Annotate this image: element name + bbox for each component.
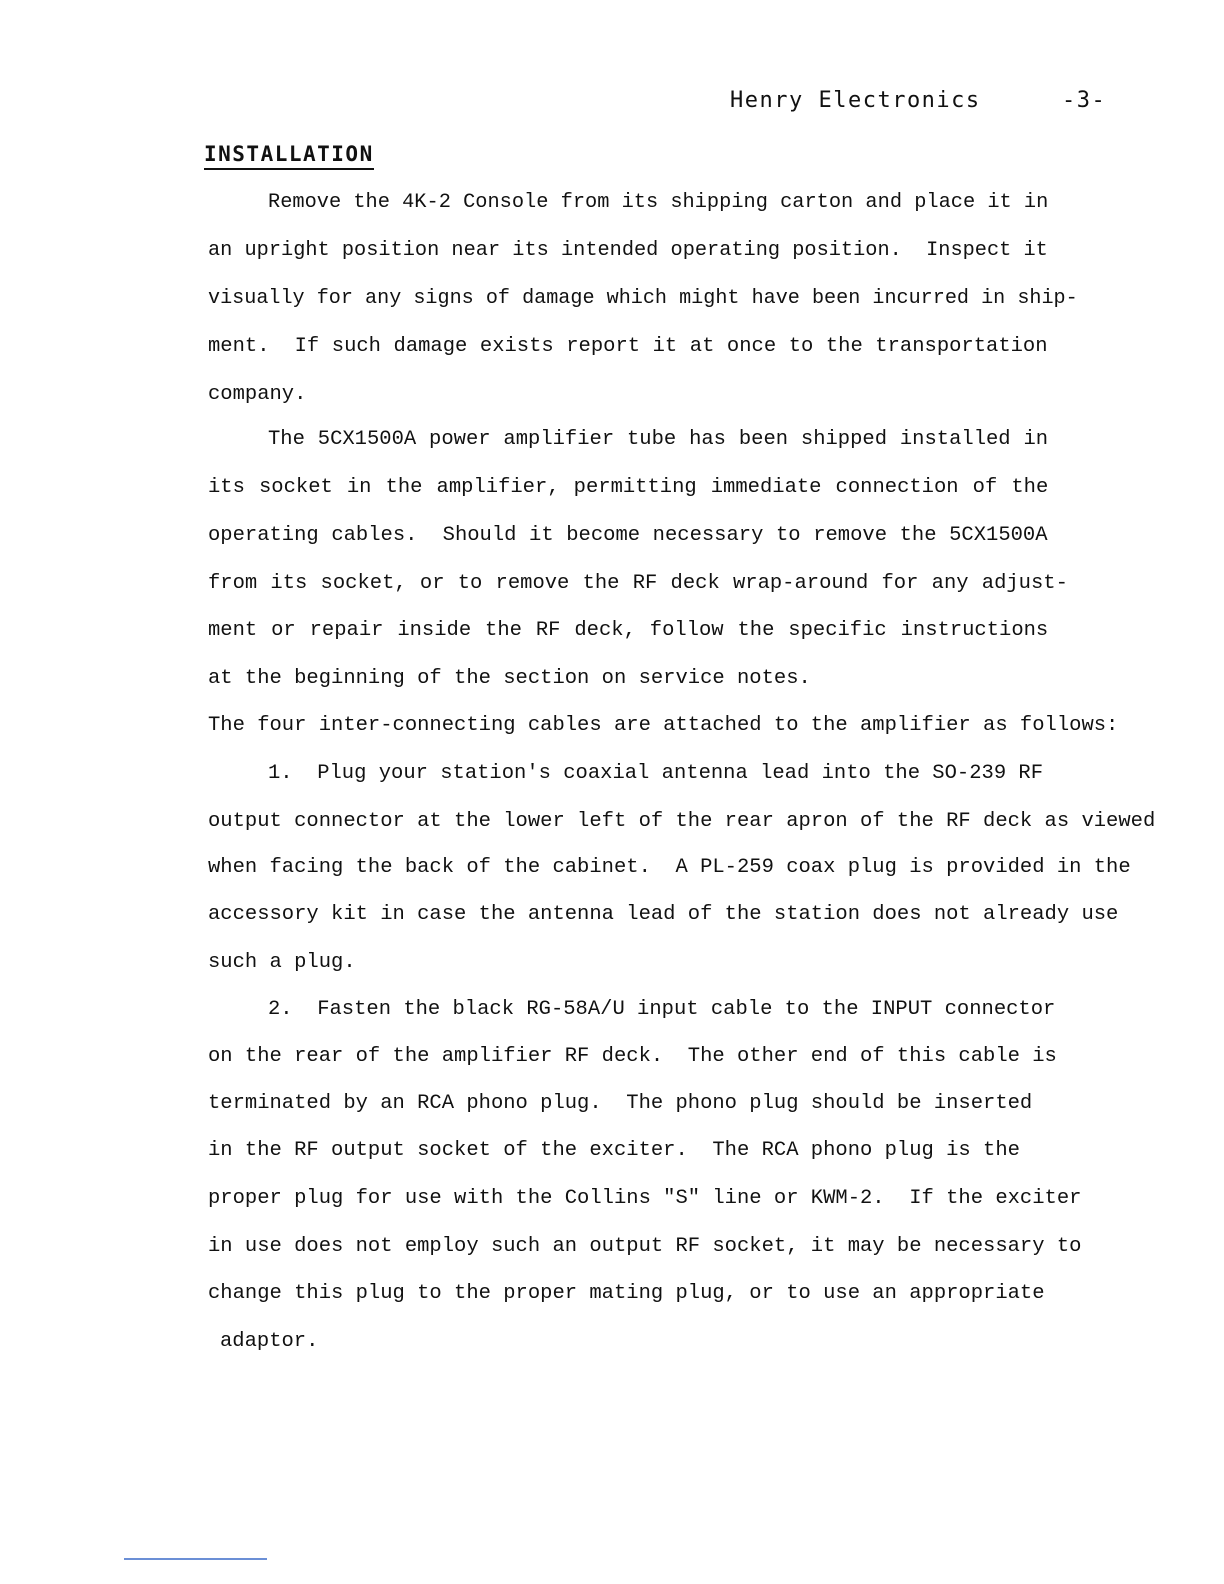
text-line: in use does not employ such an output RF socket, it may be necessary to [208, 1235, 1082, 1258]
section-title: INSTALLATION [204, 142, 374, 170]
text-line: at the beginning of the section on service notes. [208, 667, 811, 690]
text-line: 2. Fasten the black RG-58A/U input cable to the INPUT connector [268, 998, 1056, 1021]
text-line: The 5CX1500A power amplifier tube has been shipped installed in [268, 428, 1049, 451]
text-line: operating cables. Should it become necessary to remove the 5CX1500A [208, 524, 1048, 547]
text-line: adaptor. [220, 1330, 319, 1353]
text-line: in the RF output socket of the exciter. The RCA phono plug is the [208, 1139, 1020, 1162]
text-line: from its socket, or to remove the RF deck wrap-around for any adjust- [208, 572, 1068, 595]
text-line: terminated by an RCA phono plug. The phono plug should be inserted [208, 1092, 1033, 1115]
text-line: Remove the 4K-2 Console from its shipping carton and place it in [268, 191, 1049, 214]
text-line: The four inter-connecting cables are attached to the amplifier as follows: [208, 714, 1119, 737]
text-line: company. [208, 383, 307, 406]
text-line: output connector at the lower left of the rear apron of the RF deck as viewed [208, 810, 1156, 833]
text-line: ment or repair inside the RF deck, follow the specific instructions [208, 619, 1049, 642]
text-line: 1. Plug your station's coaxial antenna lead into the SO-239 RF [268, 762, 1044, 785]
text-line: on the rear of the amplifier RF deck. The other end of this cable is [208, 1045, 1057, 1068]
text-line: when facing the back of the cabinet. A PL-259 coax plug is provided in the [208, 856, 1131, 879]
header-page-number: -3- [1062, 88, 1107, 113]
page-header [730, 88, 1110, 188]
text-line: change this plug to the proper mating plug, or to use an appropriate [208, 1282, 1045, 1305]
text-line: its socket in the amplifier, permitting immediate connection of the [208, 476, 1049, 499]
text-line: ment. If such damage exists report it at once to the transportation [208, 335, 1048, 358]
header-company: Henry Electronics [730, 88, 981, 113]
footnote-rule [124, 1558, 267, 1560]
text-line: an upright position near its intended operating position. Inspect it [208, 239, 1048, 262]
text-line: such a plug. [208, 951, 356, 974]
text-line: accessory kit in case the antenna lead of the station does not already use [208, 903, 1119, 926]
text-line: proper plug for use with the Collins "S" line or KWM-2. If the exciter [208, 1187, 1082, 1210]
text-line: visually for any signs of damage which might have been incurred in ship- [208, 287, 1078, 310]
